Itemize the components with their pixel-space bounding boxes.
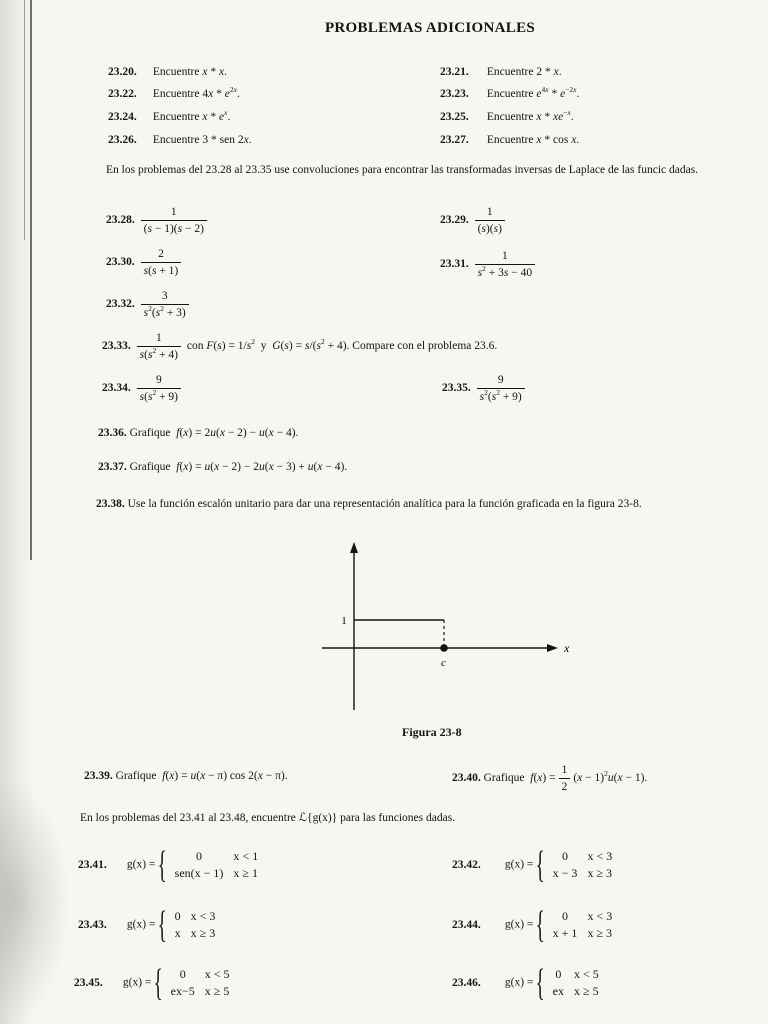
problem-23-38: 23.38. Use la función escalón unitario para dar una representación analítica para la función graficada en la figura 23-8. bbox=[96, 498, 642, 510]
fraction-denominator: $s(s^2 + 4)$ bbox=[137, 346, 181, 361]
y-axis-arrow bbox=[350, 542, 358, 553]
problem-23-24: 23.24. Encuentre x * $e^x$. bbox=[108, 108, 231, 123]
problem-23-35: 23.35. $\frac{9}{s^2(s^2 + 9)}$ bbox=[442, 374, 528, 403]
fraction-denominator: $s(s^2 + 9)$ bbox=[137, 388, 181, 403]
problem-23-29: 23.29. $\frac{1}{(s)(s)}$ bbox=[440, 206, 508, 235]
problem-23-21: 23.21. Encuentre 2 * x. bbox=[440, 66, 562, 78]
fraction-denominator: s(s + 1) bbox=[141, 262, 182, 277]
fraction-denominator: $s^2(s^2 + 3)$ bbox=[141, 304, 189, 319]
page-title: PROBLEMAS ADICIONALES bbox=[324, 20, 536, 36]
problem-23-26: 23.26. Encuentre 3 * sen 2x. bbox=[108, 134, 252, 146]
problem-23-27: 23.27. Encuentre x * cos x. bbox=[440, 134, 580, 146]
problem-23-22: 23.22. Encuentre $4x * e^{2x}$. bbox=[108, 85, 240, 100]
intro-convolution: En los problemas del 23.28 al 23.35 use convoluciones para encontrar las transformadas inversas de Laplace de las funcic dadas. bbox=[106, 164, 699, 176]
problem-23-39: 23.39. Grafique f(x) = u(x − π) cos 2(x − π). bbox=[84, 770, 288, 782]
intro-laplace: En los problemas del 23.41 al 23.48, encuentre ℒ{g(x)} para las funciones dadas. bbox=[80, 812, 456, 824]
problem-23-20: 23.20. Encuentre x * x. bbox=[108, 66, 227, 78]
figure-caption: Figura 23-8 bbox=[402, 725, 462, 739]
problem-23-30: 23.30. $\frac{2}{s(s + 1)}$ bbox=[106, 248, 184, 277]
scan-binding-line bbox=[30, 0, 32, 560]
problem-23-25: 23.25. Encuentre x * $xe^{-x}$. bbox=[440, 108, 574, 123]
problem-23-32: 23.32. $\frac{3}{s^2(s^2 + 3)}$ bbox=[106, 290, 192, 319]
problem-23-34: 23.34. $\frac{9}{s(s^2 + 9)}$ bbox=[102, 374, 184, 403]
x-axis-arrow bbox=[547, 644, 558, 652]
problem-23-41: 23.41. g(x) ={ 0 x < 1 sen(x − 1) x ≥ 1 bbox=[78, 844, 259, 886]
endpoint-dot bbox=[440, 644, 448, 652]
fraction-denominator: $s^2 + 3s - 40$ bbox=[475, 264, 535, 279]
problem-23-28: 23.28. $\frac{1}{(s - 1)(s - 2)}$ bbox=[106, 206, 210, 235]
problem-23-23: 23.23. Encuentre $e^{4x} * e^{-2x}$. bbox=[440, 85, 580, 100]
problem-23-42: 23.42. g(x) ={ 0 x < 3 x − 3 x ≥ 3 bbox=[452, 844, 613, 886]
fraction-denominator: $s^2(s^2 + 9)$ bbox=[477, 388, 525, 403]
figure-23-8 bbox=[310, 538, 580, 718]
problem-23-36: 23.36. Grafique f(x) = 2u(x − 2) − u(x − 4). bbox=[98, 427, 299, 439]
c-label: c bbox=[441, 657, 446, 669]
fraction-denominator: (s − 1)(s − 2) bbox=[141, 220, 207, 235]
fraction-denominator: (s)(s) bbox=[475, 220, 505, 235]
problem-23-45: 23.45. g(x) ={ 0 x < 5 ex−5 x ≥ 5 bbox=[74, 962, 230, 1004]
problem-23-33: 23.33. $\frac{1}{s(s^2 + 4)}$ con $F(s) = 1/s^2$ y $G(s) = s/(s^2 + 4)$. Compare con el problema 23.6. bbox=[102, 332, 498, 361]
scan-smudge bbox=[0, 780, 70, 1024]
problem-23-46: 23.46. g(x) ={ 0 x < 5 ex x ≥ 5 bbox=[452, 962, 599, 1004]
problem-23-44: 23.44. g(x) ={ 0 x < 3 x + 1 x ≥ 3 bbox=[452, 904, 613, 946]
problem-23-43: 23.43. g(x) ={ 0 x < 3 x x ≥ 3 bbox=[78, 904, 216, 946]
y-tick-label: 1 bbox=[341, 615, 347, 627]
problem-23-31: 23.31. $\frac{1}{s^2 + 3s - 40}$ bbox=[440, 250, 538, 279]
x-axis-label: x bbox=[564, 641, 570, 655]
problem-23-40: 23.40. Grafique f(x) = $\frac{1}{2}$ $(x - 1)^2u(x - 1)$. bbox=[452, 764, 648, 793]
problem-23-37: 23.37. Grafique f(x) = u(x − 2) − 2u(x − 3) + u(x − 4). bbox=[98, 461, 348, 473]
